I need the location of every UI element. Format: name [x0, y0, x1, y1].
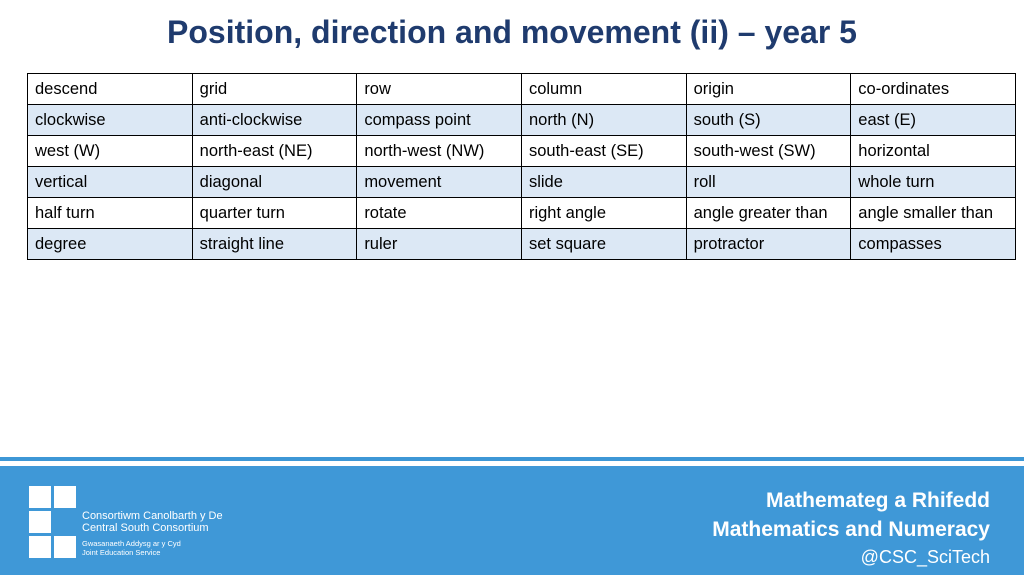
table-row — [28, 74, 1016, 105]
table-cell: set square — [521, 229, 686, 260]
table-cell: row — [357, 74, 522, 105]
logo-square — [54, 536, 76, 558]
table-cell: horizontal — [851, 136, 1016, 167]
table-cell: clockwise — [28, 105, 193, 136]
table-cell: south (S) — [686, 105, 851, 136]
table-row — [28, 167, 1016, 198]
table-cell: vertical — [28, 167, 193, 198]
logo-square — [54, 486, 76, 508]
table-cell: whole turn — [851, 167, 1016, 198]
table-cell: co-ordinates — [851, 74, 1016, 105]
table-cell: ruler — [357, 229, 522, 260]
table-cell: north-west (NW) — [357, 136, 522, 167]
table-cell: roll — [686, 167, 851, 198]
table-cell: west (W) — [28, 136, 193, 167]
footer-divider — [0, 457, 1024, 461]
table-cell: north-east (NE) — [192, 136, 357, 167]
table-cell: compass point — [357, 105, 522, 136]
table-cell: movement — [357, 167, 522, 198]
table-cell: right angle — [521, 198, 686, 229]
table-cell: origin — [686, 74, 851, 105]
consortium-grid-logo-icon — [29, 486, 79, 559]
table-cell: angle greater than — [686, 198, 851, 229]
logo-square — [29, 511, 51, 533]
table-cell: quarter turn — [192, 198, 357, 229]
table-cell: east (E) — [851, 105, 1016, 136]
page-title: Position, direction and movement (ii) – year 5 — [167, 14, 857, 50]
service-name-english: Joint Education Service — [82, 548, 161, 557]
table-cell: straight line — [192, 229, 357, 260]
subject-welsh: Mathemateg a Rhifedd — [765, 489, 990, 512]
subject-english: Mathematics and Numeracy — [712, 518, 990, 541]
table-row — [28, 105, 1016, 136]
org-name-english: Central South Consortium — [82, 522, 209, 534]
table-cell: south-east (SE) — [521, 136, 686, 167]
table-cell: column — [521, 74, 686, 105]
table-cell: compasses — [851, 229, 1016, 260]
table-cell: diagonal — [192, 167, 357, 198]
table-row — [28, 229, 1016, 260]
table-cell: grid — [192, 74, 357, 105]
social-handle: @CSC_SciTech — [860, 547, 990, 567]
table-cell: angle smaller than — [851, 198, 1016, 229]
table-cell: rotate — [357, 198, 522, 229]
table-cell: north (N) — [521, 105, 686, 136]
org-name-welsh: Consortiwm Canolbarth y De — [82, 510, 223, 522]
subject-block — [712, 486, 990, 570]
table-cell: descend — [28, 74, 193, 105]
table-cell: slide — [521, 167, 686, 198]
table-cell: degree — [28, 229, 193, 260]
table-cell: protractor — [686, 229, 851, 260]
table-cell: half turn — [28, 198, 193, 229]
footer-banner — [0, 466, 1024, 575]
table-cell: anti-clockwise — [192, 105, 357, 136]
vocabulary-table — [27, 73, 1016, 260]
table-row — [28, 198, 1016, 229]
organisation-name — [82, 510, 223, 557]
table-cell: south-west (SW) — [686, 136, 851, 167]
service-name-welsh: Gwasanaeth Addysg ar y Cyd — [82, 539, 181, 548]
logo-square — [29, 486, 51, 508]
logo-square — [29, 536, 51, 558]
table-row — [28, 136, 1016, 167]
